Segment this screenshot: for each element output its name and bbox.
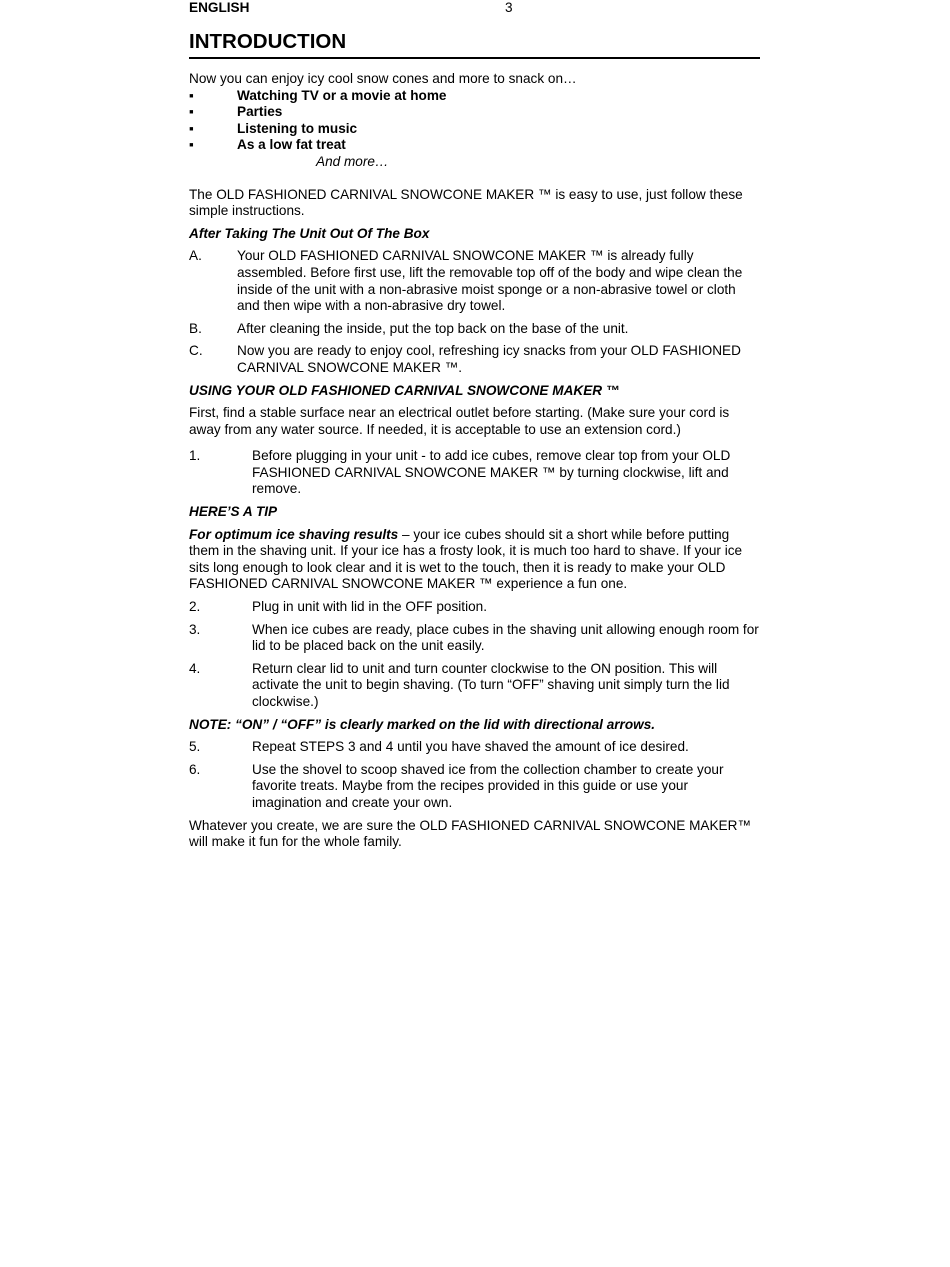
language-label: ENGLISH <box>189 0 250 15</box>
operation-steps <box>189 599 760 711</box>
list-item: C. Now you are ready to enjoy cool, refreshing icy snacks from your OLD FASHIONED CARNIVAL SNOWCONE MAKER ™. <box>189 343 741 375</box>
list-item: ▪ As a low fat treat <box>189 137 346 153</box>
list-item: 2. Plug in unit with lid in the OFF position. <box>189 599 487 615</box>
list-item: 4. Return clear lid to unit and turn counter clockwise to the ON position. This will activate the unit to begin shaving. (To turn “OFF” shaving unit simply turn the lid clockwise.) <box>189 660 730 709</box>
list-item: 3. When ice cubes are ready, place cubes in the shaving unit allowing enough room for lid to be placed back on the unit easily. <box>189 621 759 654</box>
unbox-steps <box>189 248 760 376</box>
page-title: INTRODUCTION <box>189 30 760 59</box>
list-item: 5. Repeat STEPS 3 and 4 until you have shaved the amount of ice desired. <box>189 739 689 755</box>
and-more-text: And more… <box>316 153 389 169</box>
bullet-icon: ▪ <box>189 120 194 136</box>
list-item: A. Your OLD FASHIONED CARNIVAL SNOWCONE MAKER ™ is already fully assembled. Before first use, lift the removable top off of the body and wipe clean the inside of the unit with a non-abrasive moist sponge or a non-abrasive towel or cloth and then wipe with a non-abrasive dry towel. <box>189 248 743 314</box>
note-text: NOTE: “ON” / “OFF” is clearly marked on the lid with directional arrows. <box>189 716 656 732</box>
page-header <box>189 0 760 16</box>
manual-page <box>189 0 760 851</box>
intro-lead: Now you can enjoy icy cool snow cones and more to snack on… <box>189 71 577 86</box>
tip-text: For optimum ice shaving results – your ice cubes should sit a short while before putting them in the shaving unit. If your ice has a frosty look, it is much too hard to shave. If your ice sits long enough to look clear and it is wet to the touch, then it is ready to make your OLD FASHIONED CARNIVAL SNOWCONE MAKER ™ experience a fun one. <box>189 526 743 592</box>
unbox-heading: After Taking The Unit Out Of The Box <box>189 225 430 241</box>
list-item: 1. Before plugging in your unit - to add ice cubes, remove clear top from your OLD FASHIONED CARNIVAL SNOWCONE MAKER ™ by turning clockwise, lift and remove. <box>189 448 731 497</box>
using-heading: USING YOUR OLD FASHIONED CARNIVAL SNOWCONE MAKER ™ <box>189 382 620 398</box>
page-number: 3 <box>505 0 513 15</box>
bullet-icon: ▪ <box>189 87 194 103</box>
easy-to-use-text: The OLD FASHIONED CARNIVAL SNOWCONE MAKER ™ is easy to use, just follow these simple instructions. <box>189 186 743 219</box>
list-item: ▪ Watching TV or a movie at home <box>189 87 447 103</box>
bullet-icon: ▪ <box>189 137 194 153</box>
bullet-icon: ▪ <box>189 104 194 120</box>
using-steps <box>189 448 760 498</box>
using-intro: First, find a stable surface near an electrical outlet before starting. (Make sure your cord is away from any water source. If needed, it is acceptable to use an extension cord.) <box>189 405 730 437</box>
list-item: B. After cleaning the inside, put the top back on the base of the unit. <box>189 320 629 336</box>
closing-text: Whatever you create, we are sure the OLD FASHIONED CARNIVAL SNOWCONE MAKER™ will make it fun for the whole family. <box>189 817 752 850</box>
list-item: ▪ Parties <box>189 104 283 120</box>
tip-heading: HERE’S A TIP <box>189 504 278 520</box>
list-item: 6. Use the shovel to scoop shaved ice from the collection chamber to create your favorite treats. Maybe from the recipes provided in this guide or use your imagination and create your own. <box>189 761 724 810</box>
occasion-list <box>189 88 760 154</box>
list-item: ▪ Listening to music <box>189 120 358 136</box>
final-steps <box>189 739 760 811</box>
